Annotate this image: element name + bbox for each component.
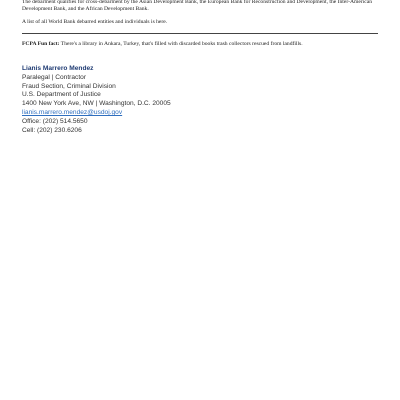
fun-fact-text: There's a library in Ankara, Turkey, that's filled with discarded books trash collectors rescued from landfills. bbox=[59, 41, 303, 47]
signature-title: Paralegal | Contractor bbox=[22, 73, 87, 81]
signature-cell-phone: Cell: (202) 230.6206 bbox=[22, 126, 82, 134]
fun-fact bbox=[22, 41, 378, 48]
divider bbox=[22, 33, 378, 34]
fun-fact-label: FCPA Fun fact: bbox=[22, 41, 60, 47]
signature-department: U.S. Department of Justice bbox=[22, 91, 101, 99]
signature-office-phone: Office: (202) 514.5650 bbox=[22, 117, 88, 125]
world-bank-list-paragraph: A list of all World Bank debarred entities and individuals is here. bbox=[22, 19, 168, 25]
debarment-paragraph: The debarment qualifies for cross-debarment by the Asian Development Bank, the European Bank for Reconstruction and Development, the Inter-American Development Bank, and the African Development Bank. bbox=[22, 0, 373, 12]
signature-section: Fraud Section, Criminal Division bbox=[22, 82, 116, 90]
signature-address: 1400 New York Ave, NW | Washington, D.C. 20005 bbox=[22, 100, 171, 108]
email-signature bbox=[22, 65, 322, 135]
signature-name: Lianis Marrero Mendez bbox=[22, 65, 94, 72]
signature-email-link[interactable]: lianis.marrero.mendez@usdoj.gov bbox=[22, 108, 123, 116]
